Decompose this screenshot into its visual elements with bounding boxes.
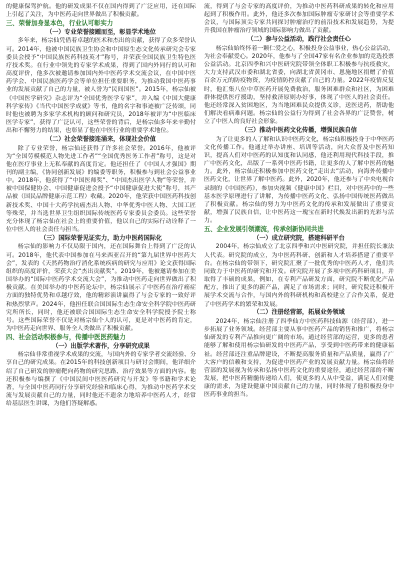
subsection-heading: （三）国际荣誉见证实力，助力中医药国际化 bbox=[40, 234, 162, 242]
subsection-heading: （二）社会荣誉接连涌来，体现社会价值 bbox=[46, 135, 156, 143]
paragraph: 多年来，杨宗仙凭借着卓越的医术和杰出的贡献，获得了众多荣誉认可。2014年，他被中国民族卫生协会和中国原生态文化传承研究会专家委员会授予“中国民族医药科技英才”称号，并荣获全国民族卫生特色医疗技术奖。在行业中领先的专家学术成果，得到了国内外同行的认可和高度评价，他多次被邀请参加国内外中医药学术交流会议，在中国中医药学会、中国民族医药学会等单位担任重要职务，为推动我国中医药事业的发展贡献了自己的力量，被人誉为“民间国医”。2015年，杨宗仙被《中国医学研究》杂志评为“全国优秀医学专家”，并入编《中国大健康科学家传》《当代中国医学成就》等书，他的名字和事迹被广泛传颂，同时他也被聘为多家学术机构的顾问和研究员，2018年被评为“中医临床医学专家”，获得了广泛认可，这些荣誉的背后，是杨宗仙多年来辛勤付出和不懈努力的结果，也彰显了他在中医行业的重要学术地位。 bbox=[6, 38, 196, 135]
subsection-heading: （一）出版学术著作，分享研究成果 bbox=[52, 342, 150, 350]
paragraph: 杨宗仙始终怀着一颗仁爱之心，积极投身公益事业，热心公益活动，为社会奉献爱心。2020年，他参与了全国47家有名企业参加的竞选投票公益活动。北京四季和兴中医研究院带领全体职工积极参与抗疫救灾，大力支持武汉市委和湖北省委，向湖北省黄冈市、恩施地区捐赠了价值百余万元的防疫物资，为疫情防控贡献了自己的力量。2022年疫情反复时，他汇集八位中草医药开展免费救治，服务困难群众和社区，为困难群体提供医疗援助，坚持救济原则办好事，体现了中医人的社会责任。他还经常深入贫困地区，为当地困难民众提供义诊，送医送药，帮助他们解决看病难问题。杨宗仙的公益行为得到了社会各界的广泛赞誉，树立了中医人的良好社会形象。 bbox=[204, 45, 394, 126]
subsection-heading: （二）注册经营部，拓展业务领域 bbox=[253, 309, 345, 317]
subsection-heading: （二）参与公益活动，践行社会责任心 bbox=[247, 36, 351, 44]
paragraph: 2004年，杨宗仙成立了北京四季和兴中医研究院，并担任院长兼法人代表。研究院的成立，为中医药科研、创新和人才培养搭建了重要平台。在杨宗仙的带领下，研究院汇聚了一批优秀的中医药人才，他们共同致力于中医药的研究和开发。研究院开展了多项中医药科研项目，并取得了丰硕的成果，例如，在专利产品研发方面，研究院不断优化产品配方，推出了更多的新产品，满足了市场需求；同时，研究院还积极开展学术交流与合作，与国内外的科研机构和高校建立了合作关系，促进了中医药学术的繁荣和发展。 bbox=[204, 244, 394, 308]
section-heading: 五、企业发展引领潮流，传承创新协同共进 bbox=[204, 225, 324, 233]
paragraph: 杨宗仙非常重视学术成果的交流，与国内外的专家学者交流经验、分享自己的研究成果。在2015年的科技创新项目与研讨会期间，他详细介绍了自己研发的肿瘤靶向药物的研究思路、治疗效果等方面的内容。他还积极参与编撰了《中国民间中医医药研究与开发》等书籍和学术论著，与全国中医药同行分享研究经验和临床心得，为推动中医药学术交流与发展贡献自己的力量，同时他还不遗余力地培养中医药人才，经常给基层医生讲课，为他们答疑解惑。 bbox=[6, 352, 196, 408]
section-heading: 三、荣誉加身显本色，行业认可彰实力 bbox=[6, 19, 114, 27]
right-column bbox=[204, 3, 394, 566]
paragraph: 杨宗仙的影响力不仅局限于国内，还在国际舞台上得到了广泛的认可。2018年，他代表中国参加在马来西亚召开的“第九届世界中医药大会”，发表的《天然药物治疗消化系统疾病的研究与应用》论文获得国际组织的高度评价，荣获大会“杰出贡献奖”。2019年，他被邀请参加在美国举办的“国际中医药学术交流大会”，为推动中医药走向世界做出了积极贡献。在美国举办的中医药论坛中，杨宗仙展示了中医药在治疗癌症方面的独特优势和卓越疗效，他的精彩演讲赢得了与会专家的一致好评和热烈掌声。2024年，他担任联合国国际生态生命安全科学院中医药研究所所长，同时，他还被联合国国际生态生命安全科学院授予院士称号。这些国际荣誉不仅是对杨宗仙个人的认可，更是对中医药的肯定，为中医药走向世界、服务全人类做出了积极贡献。 bbox=[6, 244, 196, 332]
left-column bbox=[6, 3, 196, 566]
paragraph: 的健康保驾护航。他的研发成果不仅在国内得到了广泛应用，还在国际上引起了关注，为中医药走向世界做出了积极贡献。 bbox=[6, 4, 196, 19]
paragraph: 除了专业荣誉，杨宗仙还获得了许多社会荣誉。2016年，他被评为“全国劳模模范人物先进工作者”“全国优秀医务工作者”称号，这是对他在医疗事业上无私奉献的高度肯定。他还担任了《中国人才强国》期刊的副主编，《协同创新发展》的编委等职务，积极参与到社会公益事业中。2018年，他获得了“中国医师奖”、“中国杰出医学人物”等荣誉，并被中国保健协会、中国健康促进会授予“中国健康促进大使”称号，其产品被（国民品牌健康示范工程）收藏。2020年，他荣获中国医药科技创新技术奖、中国十大药学抗癌杰出人物、中华优秀中医人物、大国工匠等殊荣，并当选世界卫生组织国际传统医药专家委员会委员。这些荣誉充分体现了杨宗仙在社会上的重要价值，他以自己的实际行动诠释了一位中医人的社会责任与担当。 bbox=[6, 145, 196, 234]
subsection-heading: （一）成立研究院，搭建科研平台 bbox=[253, 234, 345, 242]
paragraph: 为了让更多的人了解和认识中医药文化，杨宗仙积极投身于中华医药文化传播工作。他通过举办讲座、培训等活动，向大众普及中医药知识，提高人们对中医药的认知度和认同感，他还利用现代科技手段，推广中医药文化，出版了一系列中医药书籍，让更多的人了解中医药的魅力。此外，杨宗仙还积极参加中医药文化“走出去”活动，向海外传播中医药文化，让世界了解中医药。此外，2020年，他还参与了中央电视台录制的《中国医药》，参加央视频《健康中国》栏目，对中医药中的一些基本医学原理进行了讲解，为传播中医药文化、弘扬中国传统医药做出了积极贡献。杨宗仙的努力为中医药文化的传承和发展做出了重要贡献，增强了民族自信，让中医药这一瑰宝在新时代焕发出新的光彩与活力。 bbox=[204, 136, 394, 225]
subsection-heading: （一）专业荣誉接踵而至，彰显学术地位 bbox=[46, 28, 156, 36]
paragraph: 2024年，杨宗仙注册了四季仙方中医药科技仙源（经营部），进一步拓展了业务领域。经营部主要从事中医药产品的销售和推广，将杨宗仙研发的专利产品推向更广阔的市场。通过经营部的运营，更多的患者能够了解和使用杨宗仙研发的中医药产品，享受到中医药带来的健康福祉。经营部还注重品牌建设，不断提高服务质量和产品质量，赢得了广大客户的信赖和支持，为促进中医药产业的发展贡献力量。杨宗仙将经营部的发展视为传承和弘扬中医药文化的重要途径，通过经营部的不断发展，把中医药精髓传递给人们，使更多的人从中受益，满足人们对健康的需求，为建设健康中国贡献自己的力量，同时体现了他积极投身中医药事业的担当。 bbox=[204, 318, 394, 399]
subsection-heading: （三）推动中医药文化传播，增强民族自信 bbox=[241, 126, 357, 134]
paragraph: 流，得到了与会专家的高度评价，为推动中医药科研成果的转化和应用起到了积极作用。此外，他还多次参加国际肿瘤专家研讨会等重要学术会议，与国际顶尖专家共同探讨肿瘤治疗的前沿技术和发展趋势，为提升我国在肿瘤治疗领域的国际影响力做出了贡献。 bbox=[204, 4, 394, 35]
section-heading: 四、社会活动积极参与，传播中医医药魅力 bbox=[6, 333, 126, 341]
